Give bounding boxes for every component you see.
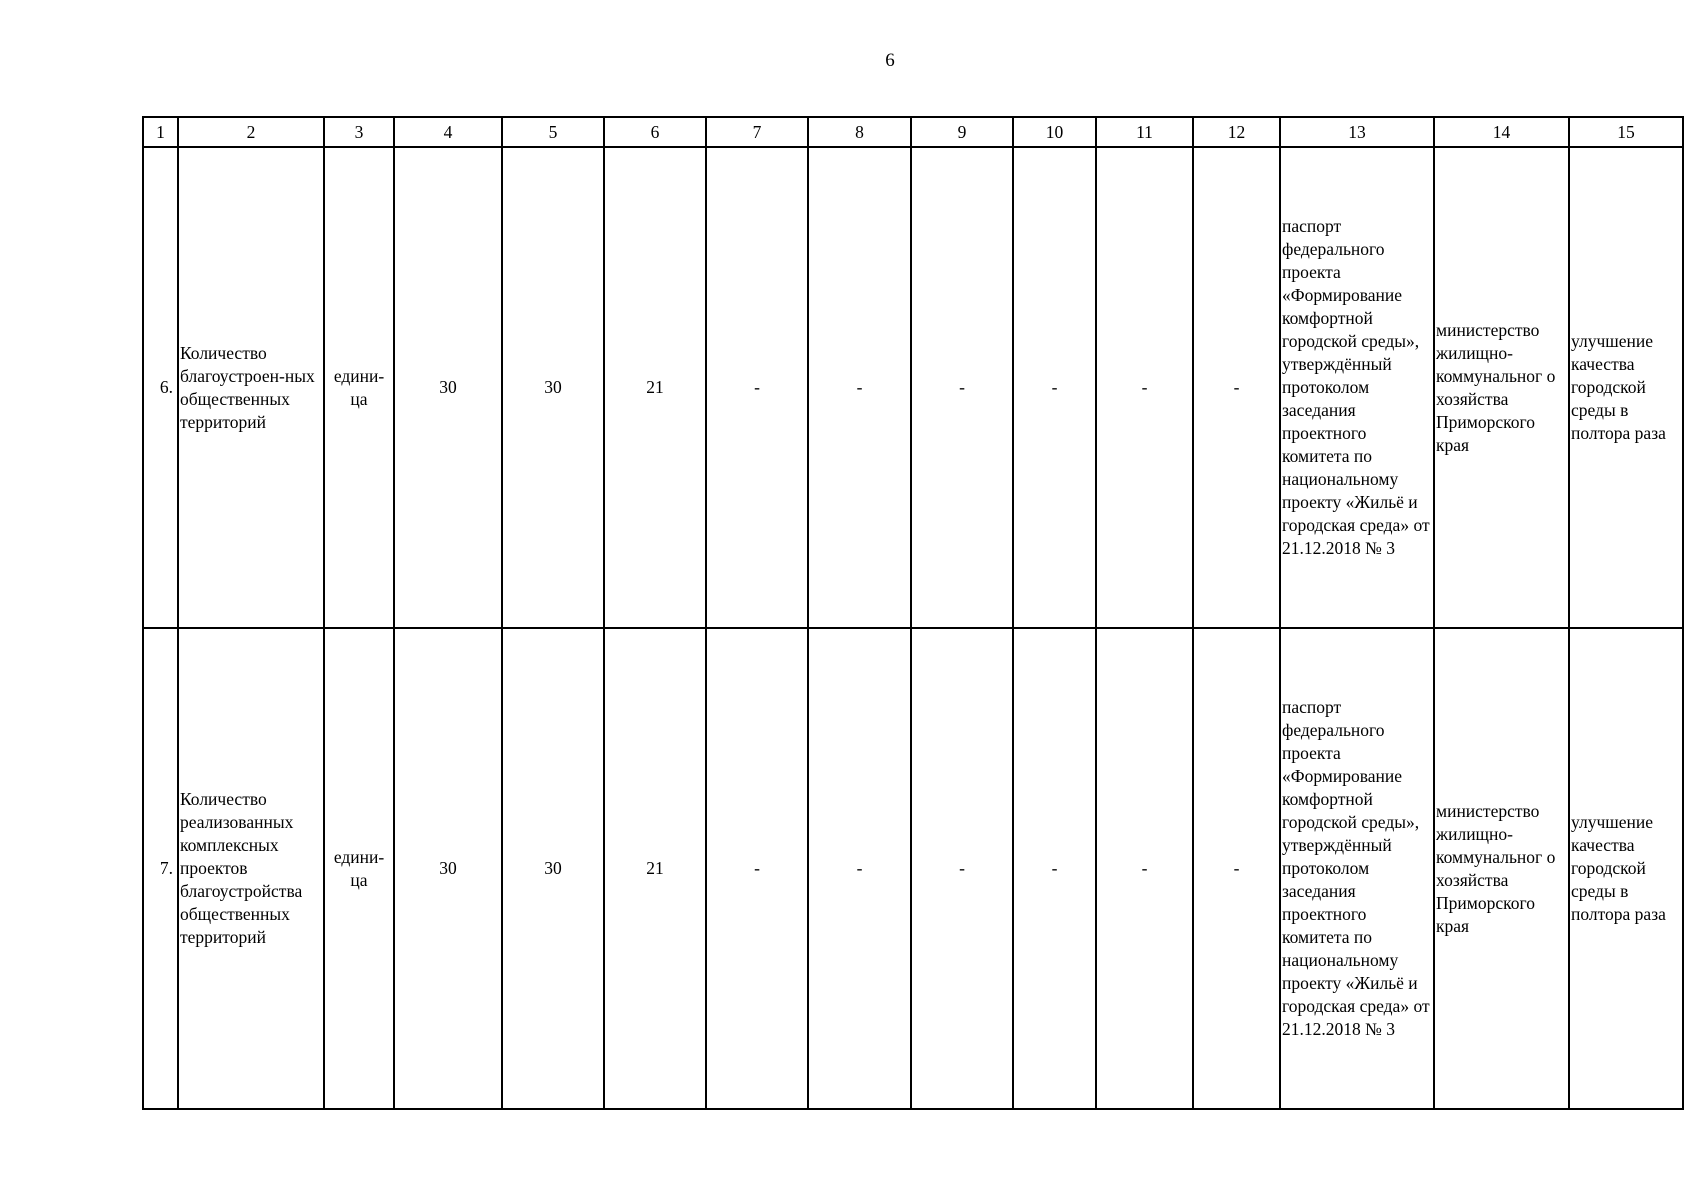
header-cell-13: 13 (1280, 117, 1434, 147)
indicator-name-text: Количество благоустроен-ных общественных территорий (180, 342, 315, 432)
header-cell-8: 8 (808, 117, 911, 147)
row-number: 6. (143, 147, 178, 628)
value-col-9: - (911, 147, 1013, 628)
value-col-7: - (706, 628, 808, 1109)
value-col-6: 21 (604, 628, 706, 1109)
row-number: 7. (143, 628, 178, 1109)
responsible-body (1434, 628, 1569, 1109)
value-col-4: 30 (394, 628, 502, 1109)
page-number: 6 (885, 50, 895, 71)
indicator-name (178, 628, 324, 1109)
value-col-12: - (1193, 628, 1280, 1109)
source-document (1280, 147, 1434, 628)
unit-cell (324, 628, 394, 1109)
goal-text: улучшение качества городской среды в полтора раза (1571, 331, 1666, 443)
header-cell-1: 1 (143, 117, 178, 147)
value-col-7: - (706, 147, 808, 628)
source-document (1280, 628, 1434, 1109)
indicators-table (142, 116, 1684, 1110)
header-cell-6: 6 (604, 117, 706, 147)
unit-line-1: едини- (333, 365, 385, 386)
value-col-10: - (1013, 628, 1096, 1109)
header-cell-9: 9 (911, 117, 1013, 147)
header-cell-3: 3 (324, 117, 394, 147)
value-col-5: 30 (502, 628, 604, 1109)
value-col-8: - (808, 147, 911, 628)
table-header-row (143, 117, 1683, 147)
unit-line-2: ца (350, 388, 368, 409)
value-col-9: - (911, 628, 1013, 1109)
header-cell-10: 10 (1013, 117, 1096, 147)
value-col-10: - (1013, 147, 1096, 628)
header-cell-7: 7 (706, 117, 808, 147)
indicator-name-text: Количество реализованных комплексных проектов благоустройства общественных территорий (180, 789, 303, 947)
unit-line-2: ца (350, 869, 368, 890)
responsible-body (1434, 147, 1569, 628)
unit-line-1: едини- (333, 846, 385, 867)
table-row (143, 628, 1683, 1109)
header-cell-14: 14 (1434, 117, 1569, 147)
value-col-5: 30 (502, 147, 604, 628)
value-col-8: - (808, 628, 911, 1109)
value-col-11: - (1096, 147, 1193, 628)
header-cell-15: 15 (1569, 117, 1683, 147)
unit-cell (324, 147, 394, 628)
table-row (143, 147, 1683, 628)
responsible-body-text: министерство жилищно-коммунальног о хозяйства Приморского края (1436, 319, 1556, 455)
value-col-12: - (1193, 147, 1280, 628)
responsible-body-text: министерство жилищно-коммунальног о хозяйства Приморского края (1436, 800, 1556, 936)
header-cell-4: 4 (394, 117, 502, 147)
value-col-11: - (1096, 628, 1193, 1109)
source-document-text: паспорт федерального проекта «Формирование комфортной городской среды», утверждённый протоколом заседания проектного комитета по национальному проекту «Жильё и городская среда» от 21.12.2018 № 3 (1282, 697, 1430, 1039)
value-col-6: 21 (604, 147, 706, 628)
goal (1569, 147, 1683, 628)
goal (1569, 628, 1683, 1109)
source-document-text: паспорт федерального проекта «Формирование комфортной городской среды», утверждённый протоколом заседания проектного комитета по национальному проекту «Жильё и городская среда» от 21.12.2018 № 3 (1282, 216, 1430, 558)
indicator-name (178, 147, 324, 628)
header-cell-12: 12 (1193, 117, 1280, 147)
goal-text: улучшение качества городской среды в полтора раза (1571, 812, 1666, 924)
value-col-4: 30 (394, 147, 502, 628)
header-cell-5: 5 (502, 117, 604, 147)
header-cell-2: 2 (178, 117, 324, 147)
header-cell-11: 11 (1096, 117, 1193, 147)
